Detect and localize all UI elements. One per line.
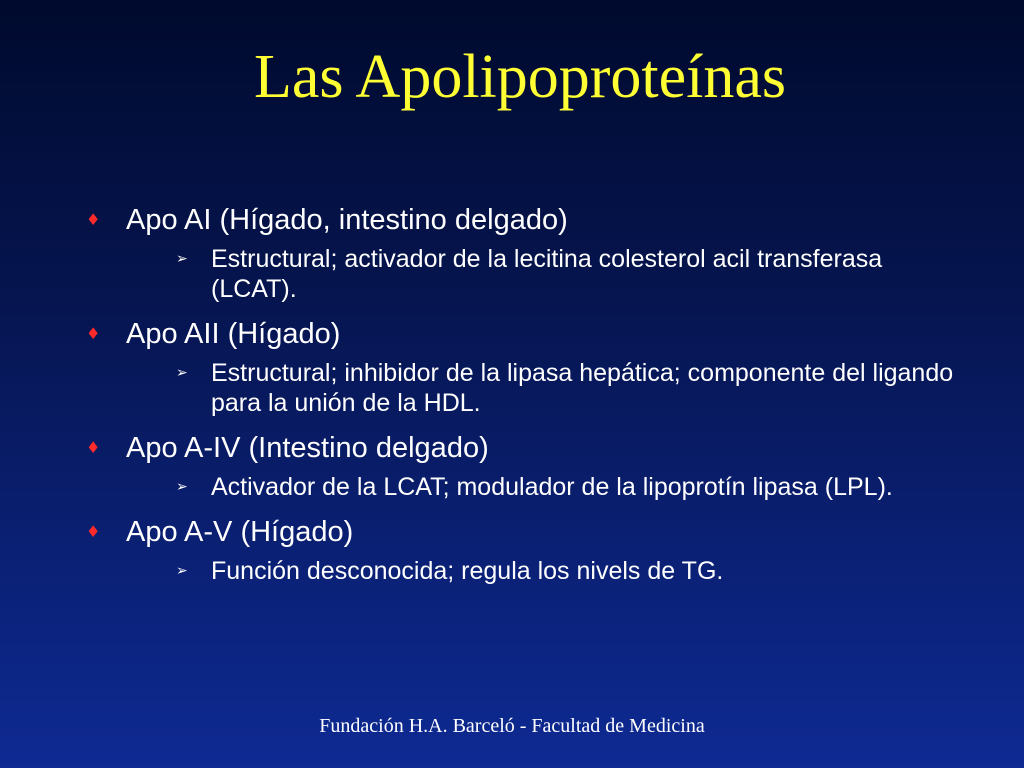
- sub-bullet-item: [126, 556, 966, 586]
- arrow-bullet-icon: ➢: [176, 251, 188, 267]
- diamond-bullet-icon: ♦: [86, 522, 101, 541]
- bullet-item: [86, 314, 966, 418]
- sub-bullet-item: [126, 244, 966, 304]
- sub-bullet-item: [126, 358, 966, 418]
- sub-bullet-text: Función desconocida; regula los nivels de TG.: [211, 557, 724, 585]
- slide-footer: Fundación H.A. Barceló - Facultad de Medicina: [319, 715, 705, 737]
- sub-bullet-item: [126, 472, 966, 502]
- sub-bullet-text: Estructural; inhibidor de la lipasa hepática; componente del ligando para la unión de la HDL.: [211, 359, 954, 417]
- bullet-item: [86, 428, 966, 502]
- arrow-bullet-icon: ➢: [176, 479, 188, 495]
- bullet-list: [86, 200, 966, 596]
- sub-bullet-text: Estructural; activador de la lecitina colesterol acil transferasa (LCAT).: [211, 245, 883, 303]
- arrow-bullet-icon: ➢: [176, 365, 188, 381]
- bullet-heading: Apo AI (Hígado, intestino delgado): [126, 204, 568, 236]
- sub-bullet-text: Activador de la LCAT; modulador de la lipoprotín lipasa (LPL).: [211, 473, 893, 501]
- diamond-bullet-icon: ♦: [86, 438, 101, 457]
- diamond-bullet-icon: ♦: [86, 210, 101, 229]
- bullet-heading: Apo AII (Hígado): [126, 318, 341, 350]
- bullet-item: [86, 200, 966, 304]
- bullet-heading: Apo A-V (Hígado): [126, 516, 354, 548]
- arrow-bullet-icon: ➢: [176, 563, 188, 579]
- bullet-item: [86, 512, 966, 586]
- diamond-bullet-icon: ♦: [86, 324, 101, 343]
- slide-title: Las Apolipoproteínas: [253, 43, 787, 111]
- bullet-heading: Apo A-IV (Intestino delgado): [126, 432, 489, 464]
